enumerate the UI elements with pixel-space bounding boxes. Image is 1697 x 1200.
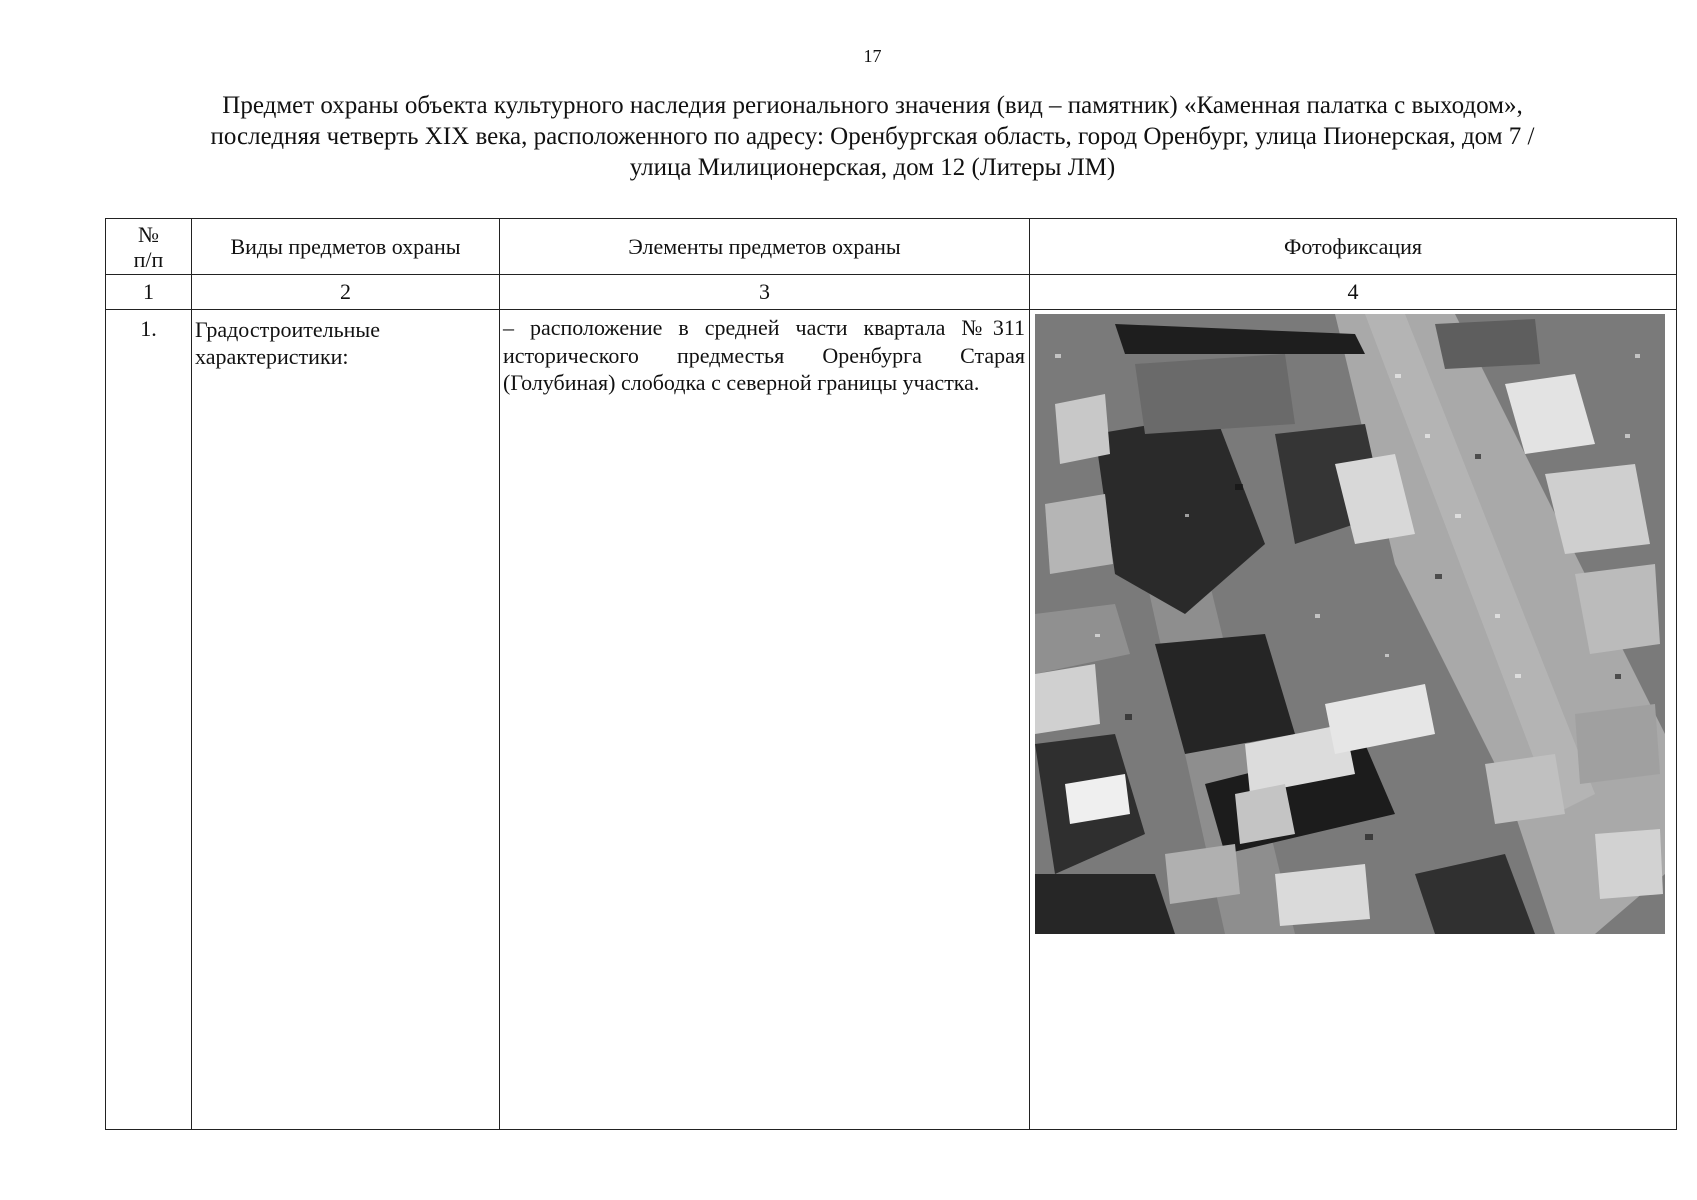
column-number: 1	[106, 275, 192, 310]
table-header-row	[106, 219, 1677, 275]
header-elements: Элементы предметов охраны	[500, 219, 1030, 275]
aerial-photo	[1035, 314, 1665, 934]
protection-elements: – расположение в средней части квартала №311 исторического предместья Оренбурга Старая (Голубиная) слободка с северной границы участка.	[500, 310, 1030, 1130]
title-line-3: улица Милиционерская, дом 12 (Литеры ЛМ)	[629, 154, 1116, 181]
title-line-2: последняя четверть XIX века, расположенного по адресу: Оренбургская область, город Оренбург, улица Пионерская, дом 7 /	[210, 123, 1535, 150]
page-number: 17	[863, 46, 882, 66]
column-number-row	[106, 275, 1677, 310]
column-number: 3	[500, 275, 1030, 310]
protection-type-line: характеристики:	[195, 344, 349, 369]
header-num	[106, 219, 192, 275]
column-number: 2	[192, 275, 500, 310]
header-photo: Фотофиксация	[1030, 219, 1677, 275]
header-num-symbol: №	[138, 221, 159, 247]
column-number: 4	[1030, 275, 1677, 310]
protection-table	[105, 218, 1677, 1130]
photo-cell	[1030, 310, 1677, 1130]
protection-type-line: Градостроительные	[195, 317, 380, 342]
title-line-1: Предмет охраны объекта культурного наследия регионального значения (вид – памятник) «Каменная палатка с выходом»,	[222, 92, 1523, 119]
table-row	[106, 310, 1677, 1130]
protection-type	[192, 310, 500, 1130]
document-title	[100, 90, 1645, 183]
header-num-abbrev: п/п	[133, 246, 164, 272]
header-types: Виды предметов охраны	[192, 219, 500, 275]
row-number: 1.	[106, 310, 192, 1130]
